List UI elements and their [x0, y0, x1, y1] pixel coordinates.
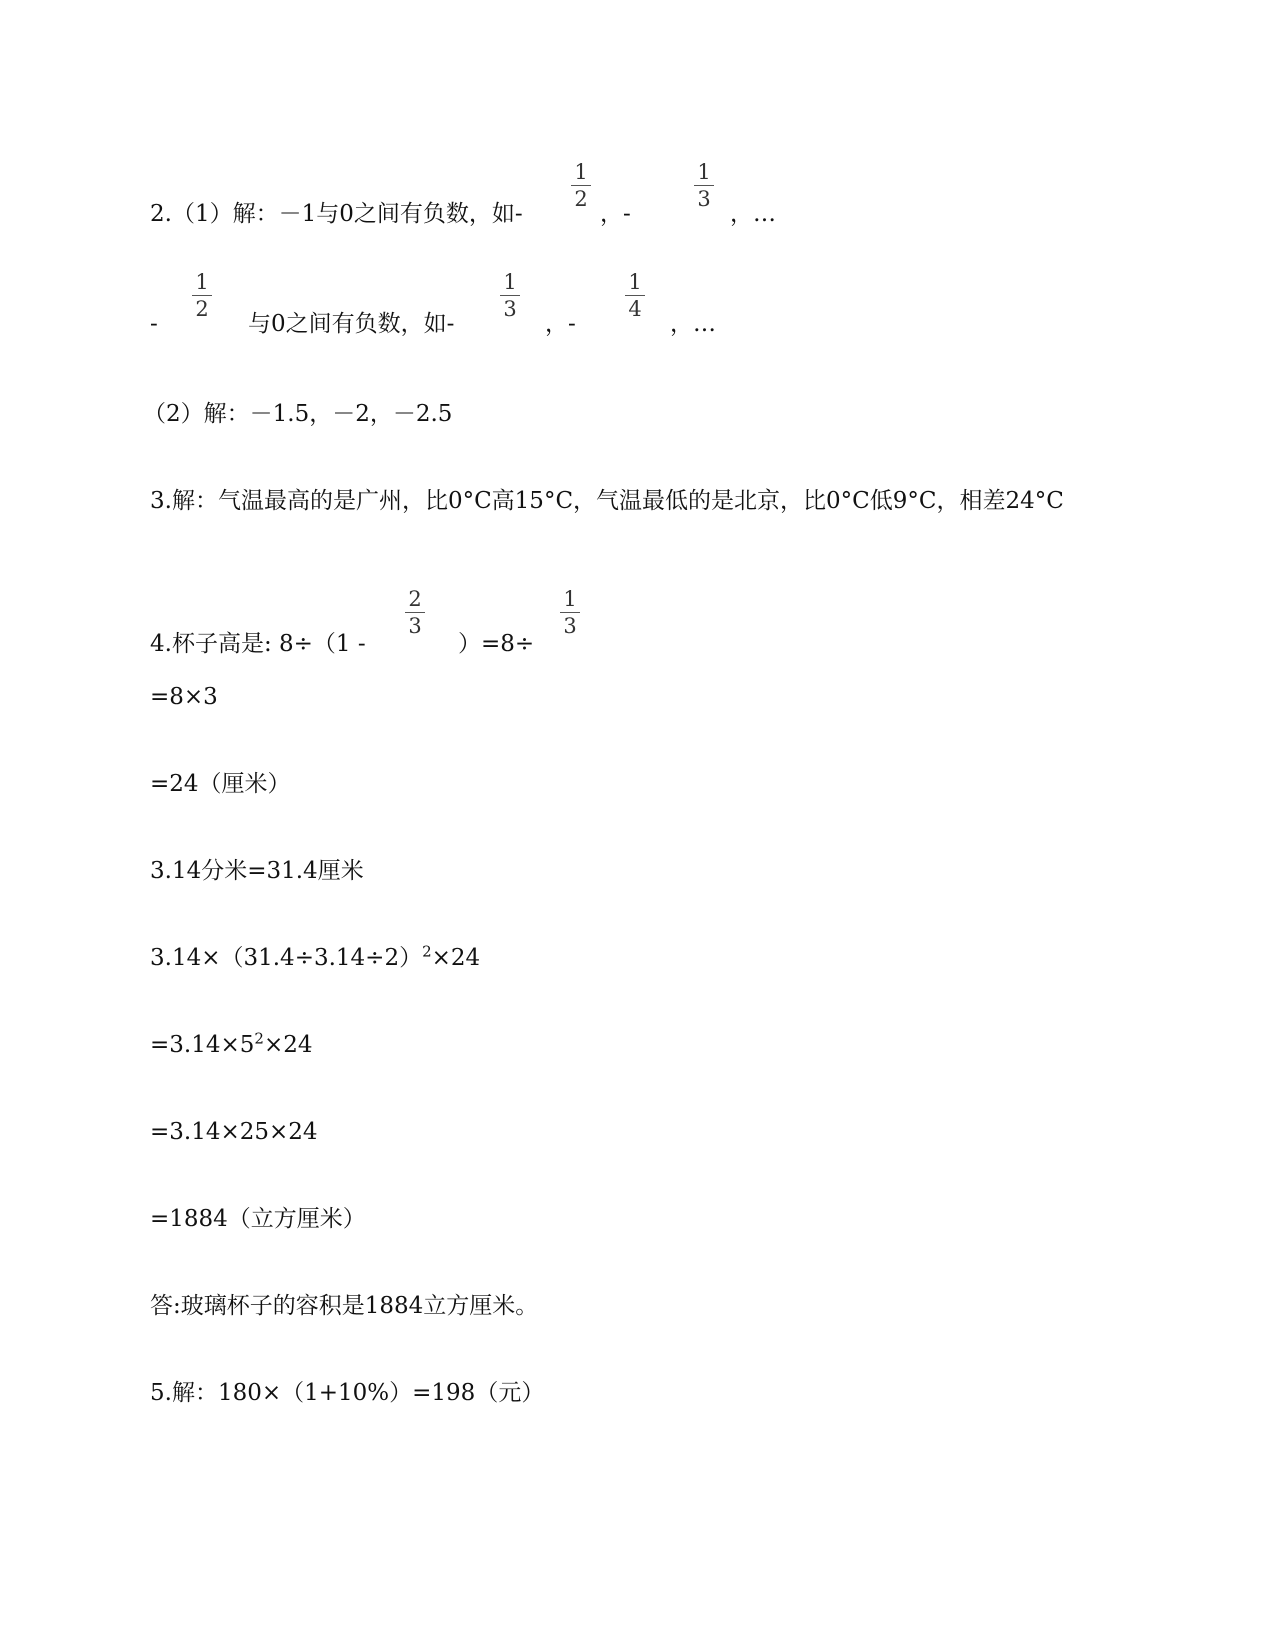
- q4-step: 3.14分米=31.4厘米: [150, 858, 364, 884]
- fraction-one-half: 1 2: [189, 270, 215, 321]
- fraction-one-fourth: 1 4: [622, 270, 648, 321]
- q2-line-2-text-c: ，-: [545, 311, 576, 337]
- q2-line-2-text-b: 与0之间有负数，如-: [248, 311, 455, 337]
- q4-step: =24（厘米）: [150, 771, 291, 797]
- fraction-one-third: 1 3: [691, 160, 717, 211]
- q4-volume-expression: $3.14\times(31.4\div 3.14\div 2)^2\times 24$: [150, 942, 481, 971]
- q2-line-1-text-b: ，-: [600, 201, 631, 227]
- q4-volume-step: $=3.14\times 5^2\times 24$: [150, 1029, 313, 1058]
- q2-line-1-text-a: 2.（1）解：－1与0之间有负数，如-: [150, 201, 523, 227]
- fraction-one-third: 1 3: [497, 270, 523, 321]
- fraction-two-thirds: 2 3: [402, 587, 428, 638]
- q2-line-2-text-d: ，…: [670, 311, 716, 337]
- q4-volume-step: =3.14×25×24: [150, 1119, 318, 1145]
- q4-volume-result: =1884（立方厘米）: [150, 1206, 366, 1232]
- q4-line-1-text-a: 4.杯子高是: 8÷（1 -: [150, 631, 366, 657]
- q5-answer: 5.解：180×（1+10%）=198（元）: [150, 1380, 545, 1406]
- q4-step: =8×3: [150, 684, 218, 710]
- fraction-one-half: 1 2: [568, 160, 594, 211]
- q4-line-1-text-b: ）=8÷: [458, 631, 535, 657]
- q2-line-2-text-a: -: [150, 311, 158, 337]
- q2-part-2: （2）解：－1.5，－2，－2.5: [143, 401, 453, 427]
- fraction-one-third: 1 3: [557, 587, 583, 638]
- q3-answer: 3.解：气温最高的是广州，比0°C高15°C，气温最低的是北京，比0°C低9°C，相差24°C: [150, 488, 1064, 514]
- q2-line-1-text-c: ，…: [730, 201, 776, 227]
- q4-answer: 答:玻璃杯子的容积是1884立方厘米。: [150, 1293, 539, 1319]
